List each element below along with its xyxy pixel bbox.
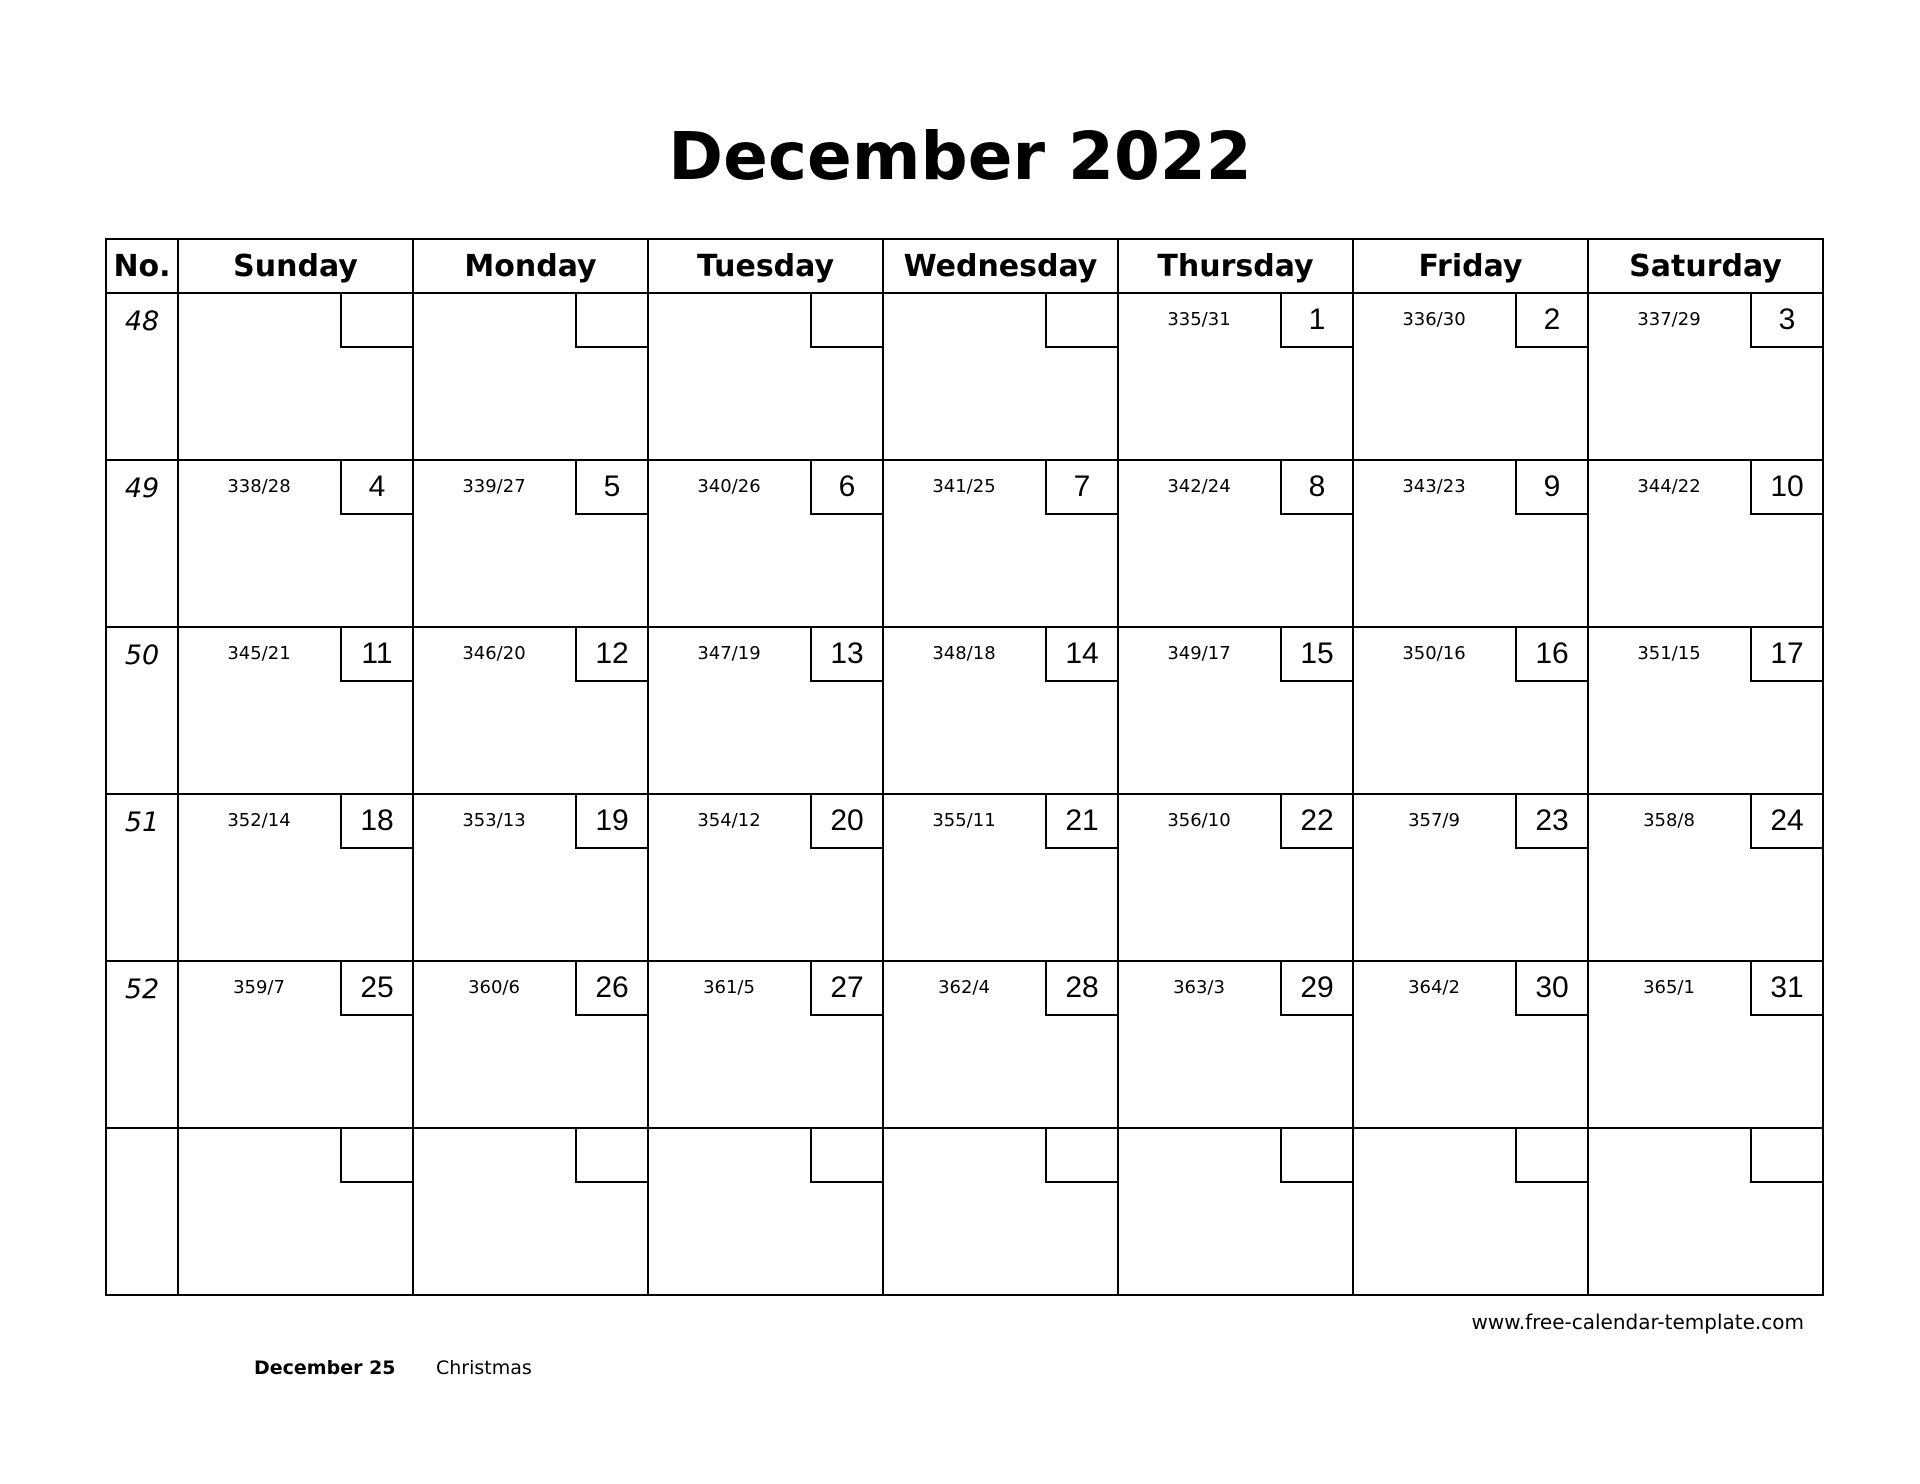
day-header-saturday: Saturday [1588, 239, 1823, 293]
day-cell-content [1354, 1129, 1587, 1294]
day-cell-content [1589, 962, 1822, 1127]
day-cell-content [179, 962, 412, 1127]
day-number-box: 15 [1280, 628, 1352, 682]
day-number-box [575, 1129, 647, 1183]
day-number-box: 31 [1750, 962, 1822, 1016]
day-cell [178, 1128, 413, 1295]
day-of-year: 353/13 [462, 810, 526, 831]
day-number-box: 18 [340, 795, 412, 849]
day-number-box: 3 [1750, 294, 1822, 348]
day-cell [883, 460, 1118, 627]
day-cell [648, 961, 883, 1128]
day-number-box: 6 [810, 461, 882, 515]
day-cell-content [1589, 795, 1822, 960]
day-of-year: 344/22 [1637, 476, 1701, 497]
holiday-name: Christmas [436, 1357, 532, 1379]
day-of-year: 346/20 [462, 643, 526, 664]
day-cell [1588, 293, 1823, 460]
website-url: www.free-calendar-template.com [1471, 1310, 1804, 1334]
week-number: 48 [124, 306, 160, 337]
day-cell-content [414, 962, 647, 1127]
day-cell [413, 293, 648, 460]
week-row [106, 794, 1823, 961]
day-number-box: 21 [1045, 795, 1117, 849]
day-cell [648, 293, 883, 460]
day-of-year: 339/27 [462, 476, 526, 497]
day-number-box [1515, 1129, 1587, 1183]
day-number-box: 14 [1045, 628, 1117, 682]
day-cell [413, 627, 648, 794]
day-cell-content [179, 628, 412, 793]
day-cell [1353, 627, 1588, 794]
day-cell [1353, 961, 1588, 1128]
day-number-box: 17 [1750, 628, 1822, 682]
day-cell [883, 627, 1118, 794]
header-row [106, 239, 1823, 293]
day-of-year: 351/15 [1637, 643, 1701, 664]
day-cell [1588, 1128, 1823, 1295]
week-number-cell [106, 460, 178, 627]
day-number-box: 24 [1750, 795, 1822, 849]
day-cell-content [1119, 1129, 1352, 1294]
day-of-year: 335/31 [1167, 309, 1231, 330]
week-number-cell [106, 1128, 178, 1295]
day-number-box: 10 [1750, 461, 1822, 515]
day-cell [1118, 1128, 1353, 1295]
day-cell [1118, 293, 1353, 460]
day-number-box: 22 [1280, 795, 1352, 849]
day-number-box [340, 1129, 412, 1183]
day-cell-content [649, 294, 882, 459]
day-cell [648, 794, 883, 961]
day-cell-content [649, 628, 882, 793]
day-number-box: 7 [1045, 461, 1117, 515]
week-number: 52 [124, 974, 160, 1005]
day-cell [178, 293, 413, 460]
day-cell-content [1119, 962, 1352, 1127]
day-of-year: 338/28 [227, 476, 291, 497]
day-cell-content [1354, 628, 1587, 793]
day-of-year: 337/29 [1637, 309, 1701, 330]
day-cell-content [649, 962, 882, 1127]
day-number-box: 25 [340, 962, 412, 1016]
day-cell-content [1354, 294, 1587, 459]
calendar-title: December 2022 [668, 118, 1252, 195]
day-of-year: 341/25 [932, 476, 996, 497]
day-of-year: 355/11 [932, 810, 996, 831]
day-of-year: 336/30 [1402, 309, 1466, 330]
day-of-year: 358/8 [1643, 810, 1695, 831]
day-cell [883, 1128, 1118, 1295]
day-cell-content [179, 461, 412, 626]
day-number-box: 13 [810, 628, 882, 682]
day-cell [1588, 460, 1823, 627]
day-header-thursday: Thursday [1118, 239, 1353, 293]
day-number-box: 5 [575, 461, 647, 515]
day-header-wednesday: Wednesday [883, 239, 1118, 293]
day-of-year: 347/19 [697, 643, 761, 664]
week-row [106, 293, 1823, 460]
day-cell [1353, 293, 1588, 460]
day-number-box: 1 [1280, 294, 1352, 348]
day-cell-content [649, 461, 882, 626]
day-number-box: 23 [1515, 795, 1587, 849]
day-of-year: 364/2 [1408, 977, 1460, 998]
day-of-year: 340/26 [697, 476, 761, 497]
day-of-year: 361/5 [703, 977, 755, 998]
day-of-year: 360/6 [468, 977, 520, 998]
day-cell-content [414, 795, 647, 960]
day-cell [1588, 627, 1823, 794]
day-cell-content [884, 1129, 1117, 1294]
day-cell-content [884, 461, 1117, 626]
day-cell [413, 1128, 648, 1295]
day-of-year: 342/24 [1167, 476, 1231, 497]
week-number: 51 [124, 807, 160, 838]
day-number-box: 8 [1280, 461, 1352, 515]
day-cell [178, 961, 413, 1128]
day-cell [1353, 794, 1588, 961]
week-number-header: No. [106, 239, 178, 293]
day-cell [1353, 1128, 1588, 1295]
day-header-friday: Friday [1353, 239, 1588, 293]
day-number-box: 11 [340, 628, 412, 682]
day-of-year: 343/23 [1402, 476, 1466, 497]
holiday-date: December 25 [254, 1357, 396, 1379]
day-number-box: 2 [1515, 294, 1587, 348]
day-cell-content [1589, 1129, 1822, 1294]
day-of-year: 357/9 [1408, 810, 1460, 831]
day-cell-content [414, 461, 647, 626]
day-number-box [1045, 1129, 1117, 1183]
week-number: 50 [124, 640, 160, 671]
day-cell-content [1589, 461, 1822, 626]
week-row [106, 1128, 1823, 1295]
day-cell-content [1589, 628, 1822, 793]
week-number-cell [106, 961, 178, 1128]
week-row [106, 460, 1823, 627]
day-cell-content [649, 795, 882, 960]
day-number-box: 12 [575, 628, 647, 682]
day-cell-content [1119, 294, 1352, 459]
week-number-cell [106, 794, 178, 961]
day-cell-content [179, 294, 412, 459]
day-of-year: 345/21 [227, 643, 291, 664]
day-cell [1118, 627, 1353, 794]
week-number [107, 1129, 177, 1181]
day-number-box [810, 294, 882, 348]
day-number-box: 20 [810, 795, 882, 849]
day-cell [178, 627, 413, 794]
day-number-box: 9 [1515, 461, 1587, 515]
day-cell-content [1589, 294, 1822, 459]
day-number-box: 28 [1045, 962, 1117, 1016]
day-cell [1118, 794, 1353, 961]
calendar-body [106, 293, 1823, 1295]
day-of-year: 348/18 [932, 643, 996, 664]
day-of-year: 349/17 [1167, 643, 1231, 664]
day-cell-content [884, 628, 1117, 793]
day-header-monday: Monday [413, 239, 648, 293]
day-cell-content [649, 1129, 882, 1294]
day-cell [178, 794, 413, 961]
day-of-year: 365/1 [1643, 977, 1695, 998]
day-cell [413, 794, 648, 961]
day-header-tuesday: Tuesday [648, 239, 883, 293]
day-header-sunday: Sunday [178, 239, 413, 293]
day-cell [883, 961, 1118, 1128]
day-cell-content [1354, 795, 1587, 960]
day-cell [883, 794, 1118, 961]
day-of-year: 362/4 [938, 977, 990, 998]
day-of-year: 359/7 [233, 977, 285, 998]
week-row [106, 961, 1823, 1128]
day-cell [413, 961, 648, 1128]
day-number-box [340, 294, 412, 348]
day-of-year: 363/3 [1173, 977, 1225, 998]
day-cell-content [1119, 461, 1352, 626]
day-cell-content [884, 795, 1117, 960]
day-number-box: 16 [1515, 628, 1587, 682]
day-cell [413, 460, 648, 627]
day-of-year: 356/10 [1167, 810, 1231, 831]
day-cell [1353, 460, 1588, 627]
day-cell-content [179, 795, 412, 960]
week-number-cell [106, 293, 178, 460]
day-cell-content [1119, 628, 1352, 793]
week-row [106, 627, 1823, 794]
day-cell [648, 460, 883, 627]
day-cell-content [1119, 795, 1352, 960]
day-cell-content [414, 294, 647, 459]
day-of-year: 354/12 [697, 810, 761, 831]
day-cell-content [179, 1129, 412, 1294]
day-cell [1118, 460, 1353, 627]
day-cell [178, 460, 413, 627]
day-cell-content [1354, 962, 1587, 1127]
day-number-box [1280, 1129, 1352, 1183]
day-of-year: 350/16 [1402, 643, 1466, 664]
day-cell-content [884, 294, 1117, 459]
day-number-box: 30 [1515, 962, 1587, 1016]
day-cell [883, 293, 1118, 460]
day-number-box [1750, 1129, 1822, 1183]
day-cell [648, 627, 883, 794]
day-cell [1588, 794, 1823, 961]
day-number-box [1045, 294, 1117, 348]
calendar-grid [105, 238, 1824, 1296]
day-cell [648, 1128, 883, 1295]
day-number-box [810, 1129, 882, 1183]
day-number-box: 27 [810, 962, 882, 1016]
day-cell [1118, 961, 1353, 1128]
day-cell-content [1354, 461, 1587, 626]
day-number-box [575, 294, 647, 348]
day-cell-content [414, 628, 647, 793]
day-number-box: 4 [340, 461, 412, 515]
day-number-box: 29 [1280, 962, 1352, 1016]
day-cell-content [414, 1129, 647, 1294]
week-number: 49 [124, 473, 160, 504]
week-number-cell [106, 627, 178, 794]
day-number-box: 19 [575, 795, 647, 849]
day-of-year: 352/14 [227, 810, 291, 831]
day-cell [1588, 961, 1823, 1128]
day-cell-content [884, 962, 1117, 1127]
day-number-box: 26 [575, 962, 647, 1016]
